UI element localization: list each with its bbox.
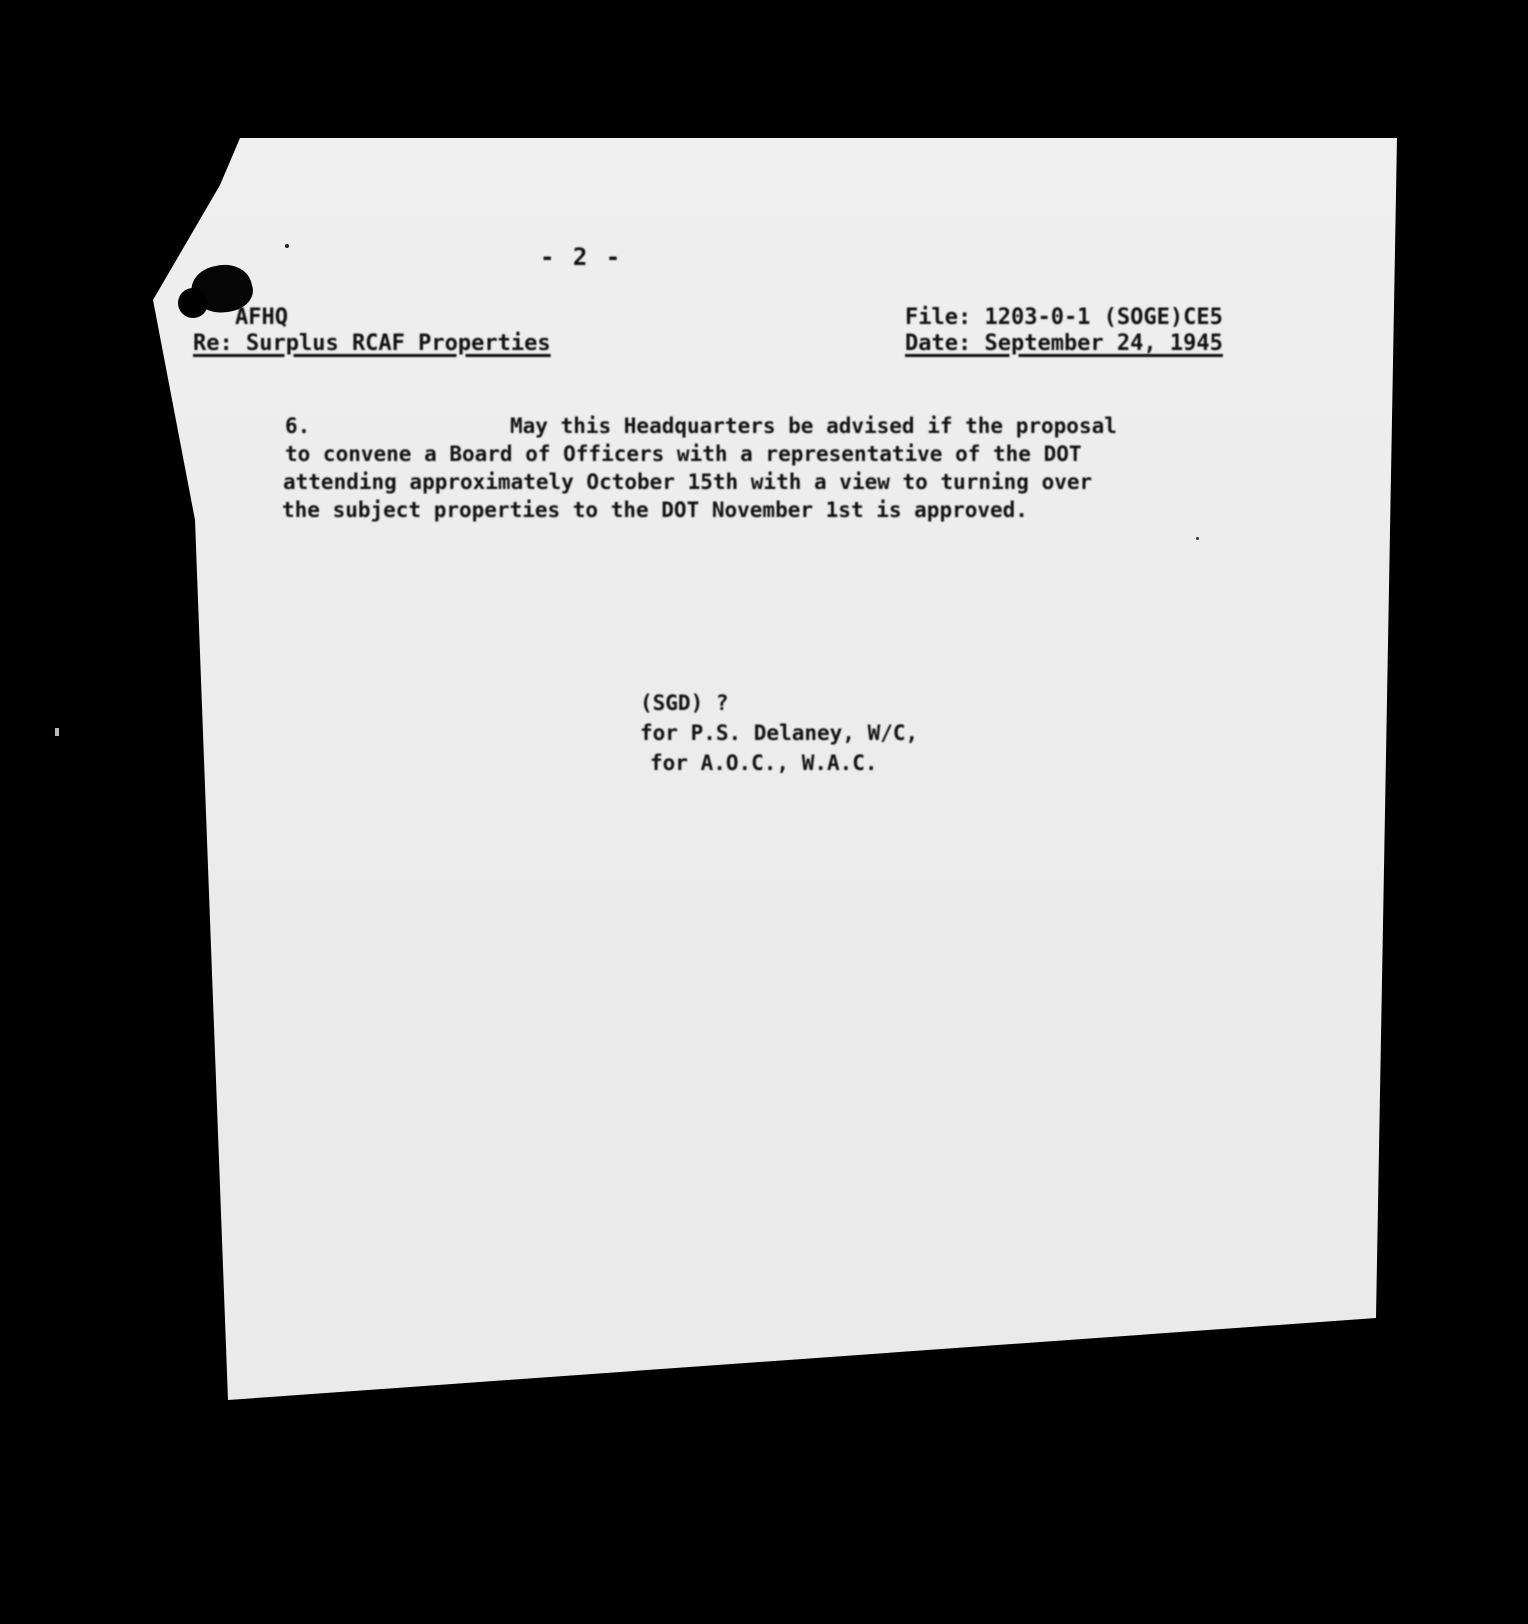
paragraph-line-2: to convene a Board of Officers with a representative of the DOT [285, 442, 1082, 466]
signature-for-delaney: for P.S. Delaney, W/C, [640, 721, 919, 745]
signature-sgd: (SGD) ? [640, 691, 729, 715]
subject-reference: Re: Surplus RCAF Properties [193, 331, 551, 356]
page-number: - 2 - [540, 243, 623, 271]
paragraph-line-3: attending approximately October 15th with a view to turning over [283, 470, 1093, 494]
torn-corner [178, 288, 208, 318]
speck [285, 244, 289, 248]
letter-date: Date: September 24, 1945 [905, 331, 1223, 356]
margin-speck [55, 728, 59, 736]
paragraph-line-1: May this Headquarters be advised if the proposal [510, 414, 1117, 438]
addressee-line: AFHQ [235, 305, 288, 330]
signature-for-aoc: for A.O.C., W.A.C. [650, 751, 878, 775]
speck [1196, 537, 1199, 540]
file-number: File: 1203-0-1 (SOGE)CE5 [905, 305, 1223, 330]
paragraph-number: 6. [285, 414, 311, 438]
paragraph-line-4: the subject properties to the DOT November 1st is approved. [282, 498, 1028, 522]
